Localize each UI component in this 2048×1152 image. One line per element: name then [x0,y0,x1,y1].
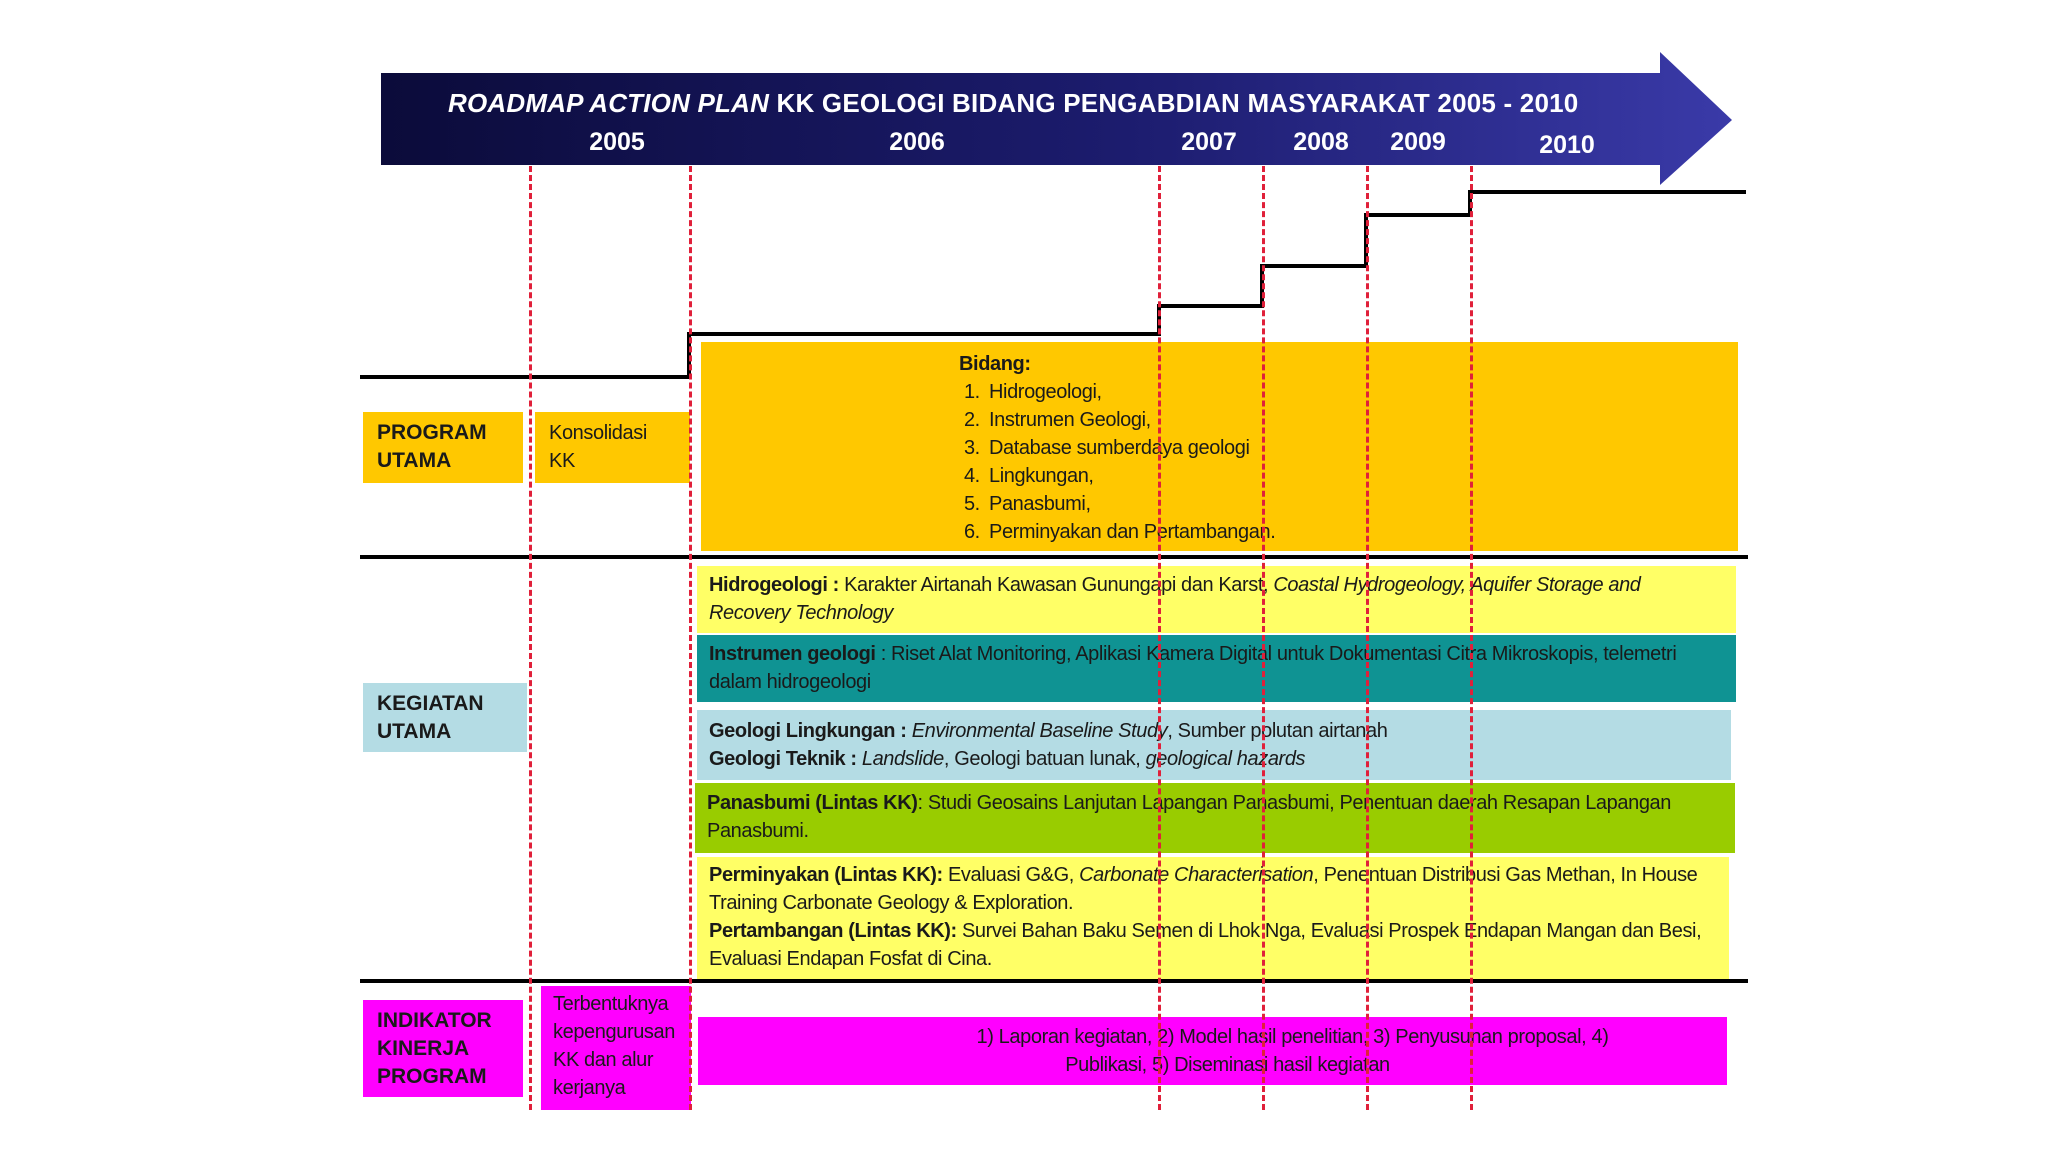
year-2007: 2007 [1181,128,1237,156]
perminyakan-pertambangan-box: Perminyakan (Lintas KK): Evaluasi G&G, Carbonate Characterisation, Penentuan Distribusi Gas Methan, In House Training Carbonate Geology & Exploration. Pertambangan (Lintas KK): Survei Bahan Baku Semen di Lhok Nga, Evaluasi Prospek Endapan Mangan dan Besi, Evaluasi Endapan Fosfat di Cina. [697,857,1729,979]
year-separator [689,166,692,1110]
year-2008: 2008 [1293,128,1349,156]
year-separator [1158,166,1161,1110]
geologi-lingkungan-box: Geologi Lingkungan : Environmental Baseline Study, Sumber polutan airtanah Geologi Teknik : Landslide, Geologi batuan lunak, geological hazards [697,710,1731,780]
program-utama-label-box: PROGRAM UTAMA [363,412,523,483]
year-2005: 2005 [589,128,645,156]
divider-bottom [360,979,1748,983]
bidang-item: 6. Perminyakan dan Pertambangan. [985,518,1738,546]
kk-indicator-box: Terbentuknya kepengurusan KK dan alur kerjanya [541,986,691,1110]
outputs-line-1: 1) Laporan kegiatan, 2) Model hasil penelitian, 3) Penyusunan proposal, 4) [976,1026,1609,1048]
indikator-label-box: INDIKATOR KINERJA PROGRAM [363,1000,523,1097]
bidang-heading: Bidang: [959,353,1031,375]
instrumen-geologi-box: Instrumen geologi : Riset Alat Monitoring, Aplikasi Kamera Digital untuk Dokumentasi Citra Mikroskopis, telemetri dalam hidrogeologi [697,635,1736,702]
year-2006: 2006 [889,128,945,156]
hidrogeologi-box: Hidrogeologi : Karakter Airtanah Kawasan Gunungapi dan Karst, Coastal Hydrogeology, Aquifer Storage and Recovery Technology [697,566,1736,633]
year-separator [1470,166,1473,1110]
bidang-item: 1. Hidrogeologi, [985,378,1738,406]
outputs-line-2: Publikasi, 5) Diseminasi hasil kegiatan [1065,1054,1390,1076]
year-2009: 2009 [1390,128,1446,156]
panasbumi-box: Panasbumi (Lintas KK): Studi Geosains Lanjutan Lapangan Panasbumi, Penentuan daerah Resapan Lapangan Panasbumi. [695,783,1735,853]
bidang-item: 5. Panasbumi, [985,490,1738,518]
year-separator [1262,166,1265,1110]
bidang-box [701,342,1738,551]
year-separator [1366,166,1369,1110]
year-2010: 2010 [1539,131,1595,159]
year-separator [529,166,532,1110]
bidang-list [959,378,1738,546]
roadmap-title: ROADMAP ACTION PLAN KK GEOLOGI BIDANG PENGABDIAN MASYARAKAT 2005 - 2010 [448,88,1579,118]
outputs-indicator-box [698,1017,1727,1085]
progress-staircase [0,0,2048,400]
bidang-item: 2. Instrumen Geologi, [985,406,1738,434]
bidang-item: 4. Lingkungan, [985,462,1738,490]
kegiatan-utama-label-box: KEGIATAN UTAMA [363,683,527,752]
konsolidasi-kk-box: Konsolidasi KK [535,412,690,483]
divider-top [360,555,1748,559]
bidang-item: 3. Database sumberdaya geologi [985,434,1738,462]
